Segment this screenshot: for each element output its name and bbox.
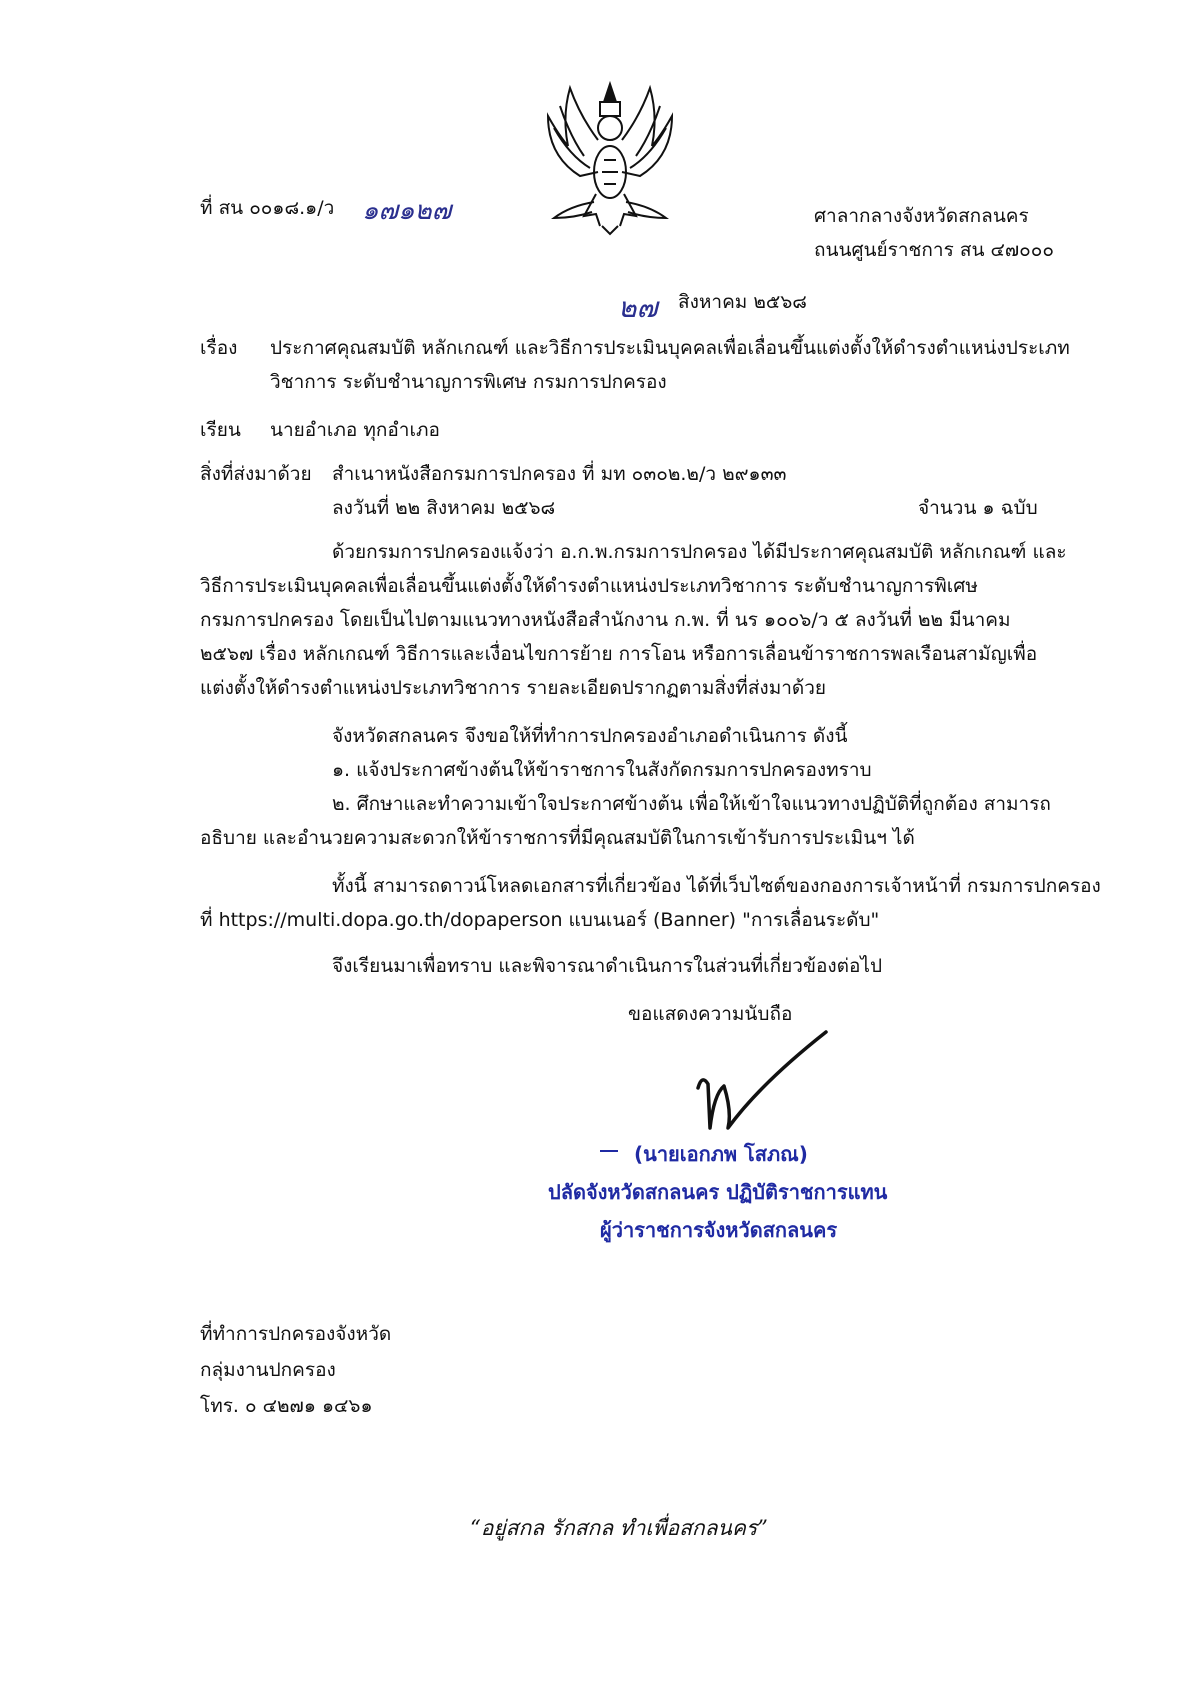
body-p1-line5: แต่งตั้งให้ดำรงตำแหน่งประเภทวิชาการ รายละเอียดปรากฏตามสิ่งที่ส่งมาด้วย — [200, 677, 827, 699]
body-p1-line2: วิธีการประเมินบุคคลเพื่อเลื่อนขึ้นแต่งตั้งให้ดำรงตำแหน่งประเภทวิชาการ ระดับชำนาญการพิเศษ — [200, 575, 978, 597]
signer-title2: ผู้ว่าราชการจังหวัดสกลนคร — [600, 1218, 838, 1242]
contact-line2: กลุ่มงานปกครอง — [200, 1359, 336, 1381]
office-address-line1: ศาลากลางจังหวัดสกลนคร — [814, 205, 1029, 227]
body-p4: จึงเรียนมาเพื่อทราบ และพิจารณาดำเนินการในส่วนที่เกี่ยวข้องต่อไป — [332, 955, 883, 977]
body-p1-line4: ๒๕๖๗ เรื่อง หลักเกณฑ์ วิธีการและเงื่อนไขการย้าย การโอน หรือการเลื่อนข้าราชการพลเรือนสามัญเพื่อ — [200, 643, 1038, 665]
enclosure-line2: ลงวันที่ ๒๒ สิงหาคม ๒๕๖๘ — [332, 497, 556, 519]
handwritten-signature-icon — [680, 1024, 840, 1134]
body-p1-line3: กรมการปกครอง โดยเป็นไปตามแนวทางหนังสือสำนักงาน ก.พ. ที่ นร ๑๐๐๖/ว ๕ ลงวันที่ ๒๒ มีนาคม — [200, 609, 1011, 631]
office-address-line2: ถนนศูนย์ราชการ สน ๔๗๐๐๐ — [814, 239, 1054, 261]
contact-line1: ที่ทำการปกครองจังหวัด — [200, 1323, 392, 1345]
to-value: นายอำเภอ ทุกอำเภอ — [270, 419, 440, 441]
enclosure-label: สิ่งที่ส่งมาด้วย — [200, 463, 312, 485]
enclosure-line1: สำเนาหนังสือกรมการปกครอง ที่ มท ๐๓๐๒.๒/ว ๒๙๑๓๓ — [332, 463, 787, 485]
body-item2-line2: อธิบาย และอำนวยความสะดวกให้ข้าราชการที่มีคุณสมบัติในการเข้ารับการประเมินฯ ได้ — [200, 827, 915, 849]
body-p3-line1: ทั้งนี้ สามารถดาวน์โหลดเอกสารที่เกี่ยวข้อง ได้ที่เว็บไซต์ของกองการเจ้าหน้าที่ กรมการปกครอง — [332, 875, 1101, 897]
to-label: เรียน — [200, 419, 241, 441]
date-day-handwritten: ๒๗ — [618, 291, 658, 324]
signer-dash — [600, 1150, 618, 1152]
reference-number-handwritten: ๑๗๑๒๗ — [362, 196, 452, 226]
signer-name: (นายเอกภพ โสภณ) — [634, 1142, 808, 1166]
body-item1: ๑. แจ้งประกาศข้างต้นให้ข้าราชการในสังกัดกรมการปกครองทราบ — [332, 759, 872, 781]
body-p2: จังหวัดสกลนคร จึงขอให้ที่ทำการปกครองอำเภอดำเนินการ ดังนี้ — [332, 725, 848, 747]
signer-title1: ปลัดจังหวัดสกลนคร ปฏิบัติราชการแทน — [548, 1180, 888, 1204]
date-month-year: สิงหาคม ๒๕๖๘ — [678, 291, 807, 313]
subject-line2: วิชาการ ระดับชำนาญการพิเศษ กรมการปกครอง — [270, 371, 667, 393]
reference-number: ที่ สน ๐๐๑๘.๑/ว — [200, 197, 335, 219]
subject-line1: ประกาศคุณสมบัติ หลักเกณฑ์ และวิธีการประเมินบุคคลเพื่อเลื่อนขึ้นแต่งตั้งให้ดำรงตำแหน่งประเภท — [270, 337, 1070, 359]
body-p3-line2: ที่ https://multi.dopa.go.th/dopaperson แบนเนอร์ (Banner) "การเลื่อนระดับ" — [200, 909, 880, 931]
motto: “อยู่สกล รักสกล ทำเพื่อสกลนคร” — [470, 1516, 768, 1540]
body-item2-line1: ๒. ศึกษาและทำความเข้าใจประกาศข้างต้น เพื่อให้เข้าใจแนวทางปฏิบัติที่ถูกต้อง สามารถ — [332, 793, 1051, 815]
enclosure-count: จำนวน ๑ ฉบับ — [918, 497, 1038, 519]
closing-regards: ขอแสดงความนับถือ — [628, 1003, 793, 1025]
garuda-emblem-icon — [540, 76, 680, 236]
subject-label: เรื่อง — [200, 337, 238, 359]
body-p1-line1: ด้วยกรมการปกครองแจ้งว่า อ.ก.พ.กรมการปกครอง ได้มีประกาศคุณสมบัติ หลักเกณฑ์ และ — [332, 541, 1067, 563]
contact-line3: โทร. ๐ ๔๒๗๑ ๑๔๖๑ — [200, 1395, 373, 1417]
